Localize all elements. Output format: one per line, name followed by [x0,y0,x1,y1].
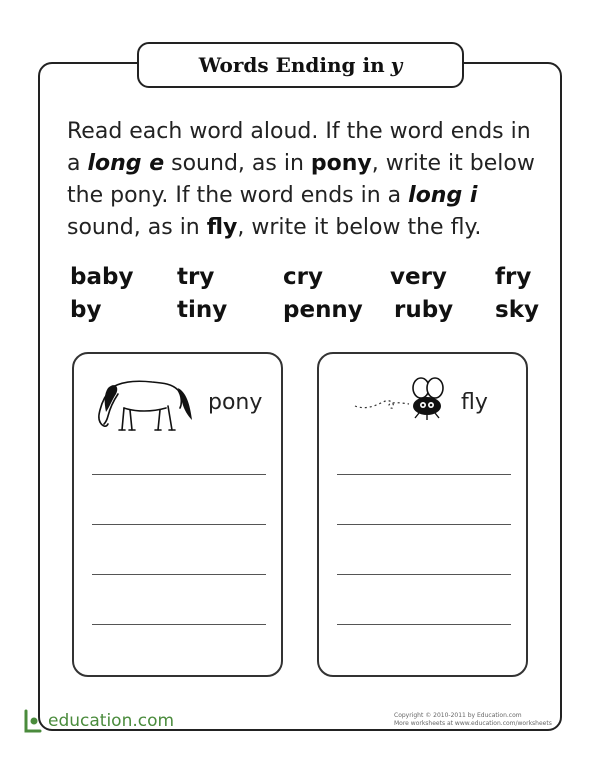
fly-term: fly [206,215,238,240]
word-baby: baby [70,264,134,290]
answer-line [92,474,266,475]
copyright-notice [394,712,584,728]
copyright-line: Copyright © 2010-2011 by Education.com [394,712,522,719]
pony-term: pony [310,151,372,176]
word-sky: sky [495,297,539,323]
pony-panel [72,352,283,677]
brand-name: education.com [48,711,175,731]
instructions-text: Read each word aloud. If the word ends in a [67,119,531,176]
word-penny: penny [283,297,363,323]
word-ruby: ruby [394,297,454,323]
pony-icon [94,372,194,436]
answer-line [337,474,511,475]
word-fry: fry [495,264,532,290]
word-very: very [390,264,447,290]
word-bank [70,262,545,326]
answer-line [337,624,511,625]
education-logo[interactable] [22,707,174,735]
instructions-text: sound, as in [67,215,207,240]
copyright-line: More worksheets at www.education.com/worksheets [394,720,552,727]
worksheet-title [137,42,464,88]
instructions-text: , write it below the fly. [237,215,482,240]
answer-line [337,524,511,525]
answer-line [337,574,511,575]
fly-label: fly [461,390,488,415]
instructions-text: , write it below the pony. If the word ends in a [67,151,535,208]
answer-line [92,524,266,525]
pony-label: pony [208,390,263,415]
fly-icon [353,376,453,426]
answer-line [92,624,266,625]
long-e-term: long e [87,151,165,176]
instructions [67,116,542,244]
title-text: Words Ending in [198,53,385,77]
answer-line [92,574,266,575]
word-cry: cry [283,264,323,290]
long-i-term: long i [408,183,478,208]
title-letter: y [390,53,403,77]
fly-panel [317,352,528,677]
word-tiny: tiny [177,297,228,323]
word-by: by [70,297,102,323]
education-logo-icon [22,709,44,733]
word-try: try [177,264,215,290]
instructions-text: sound, as in [164,151,311,176]
